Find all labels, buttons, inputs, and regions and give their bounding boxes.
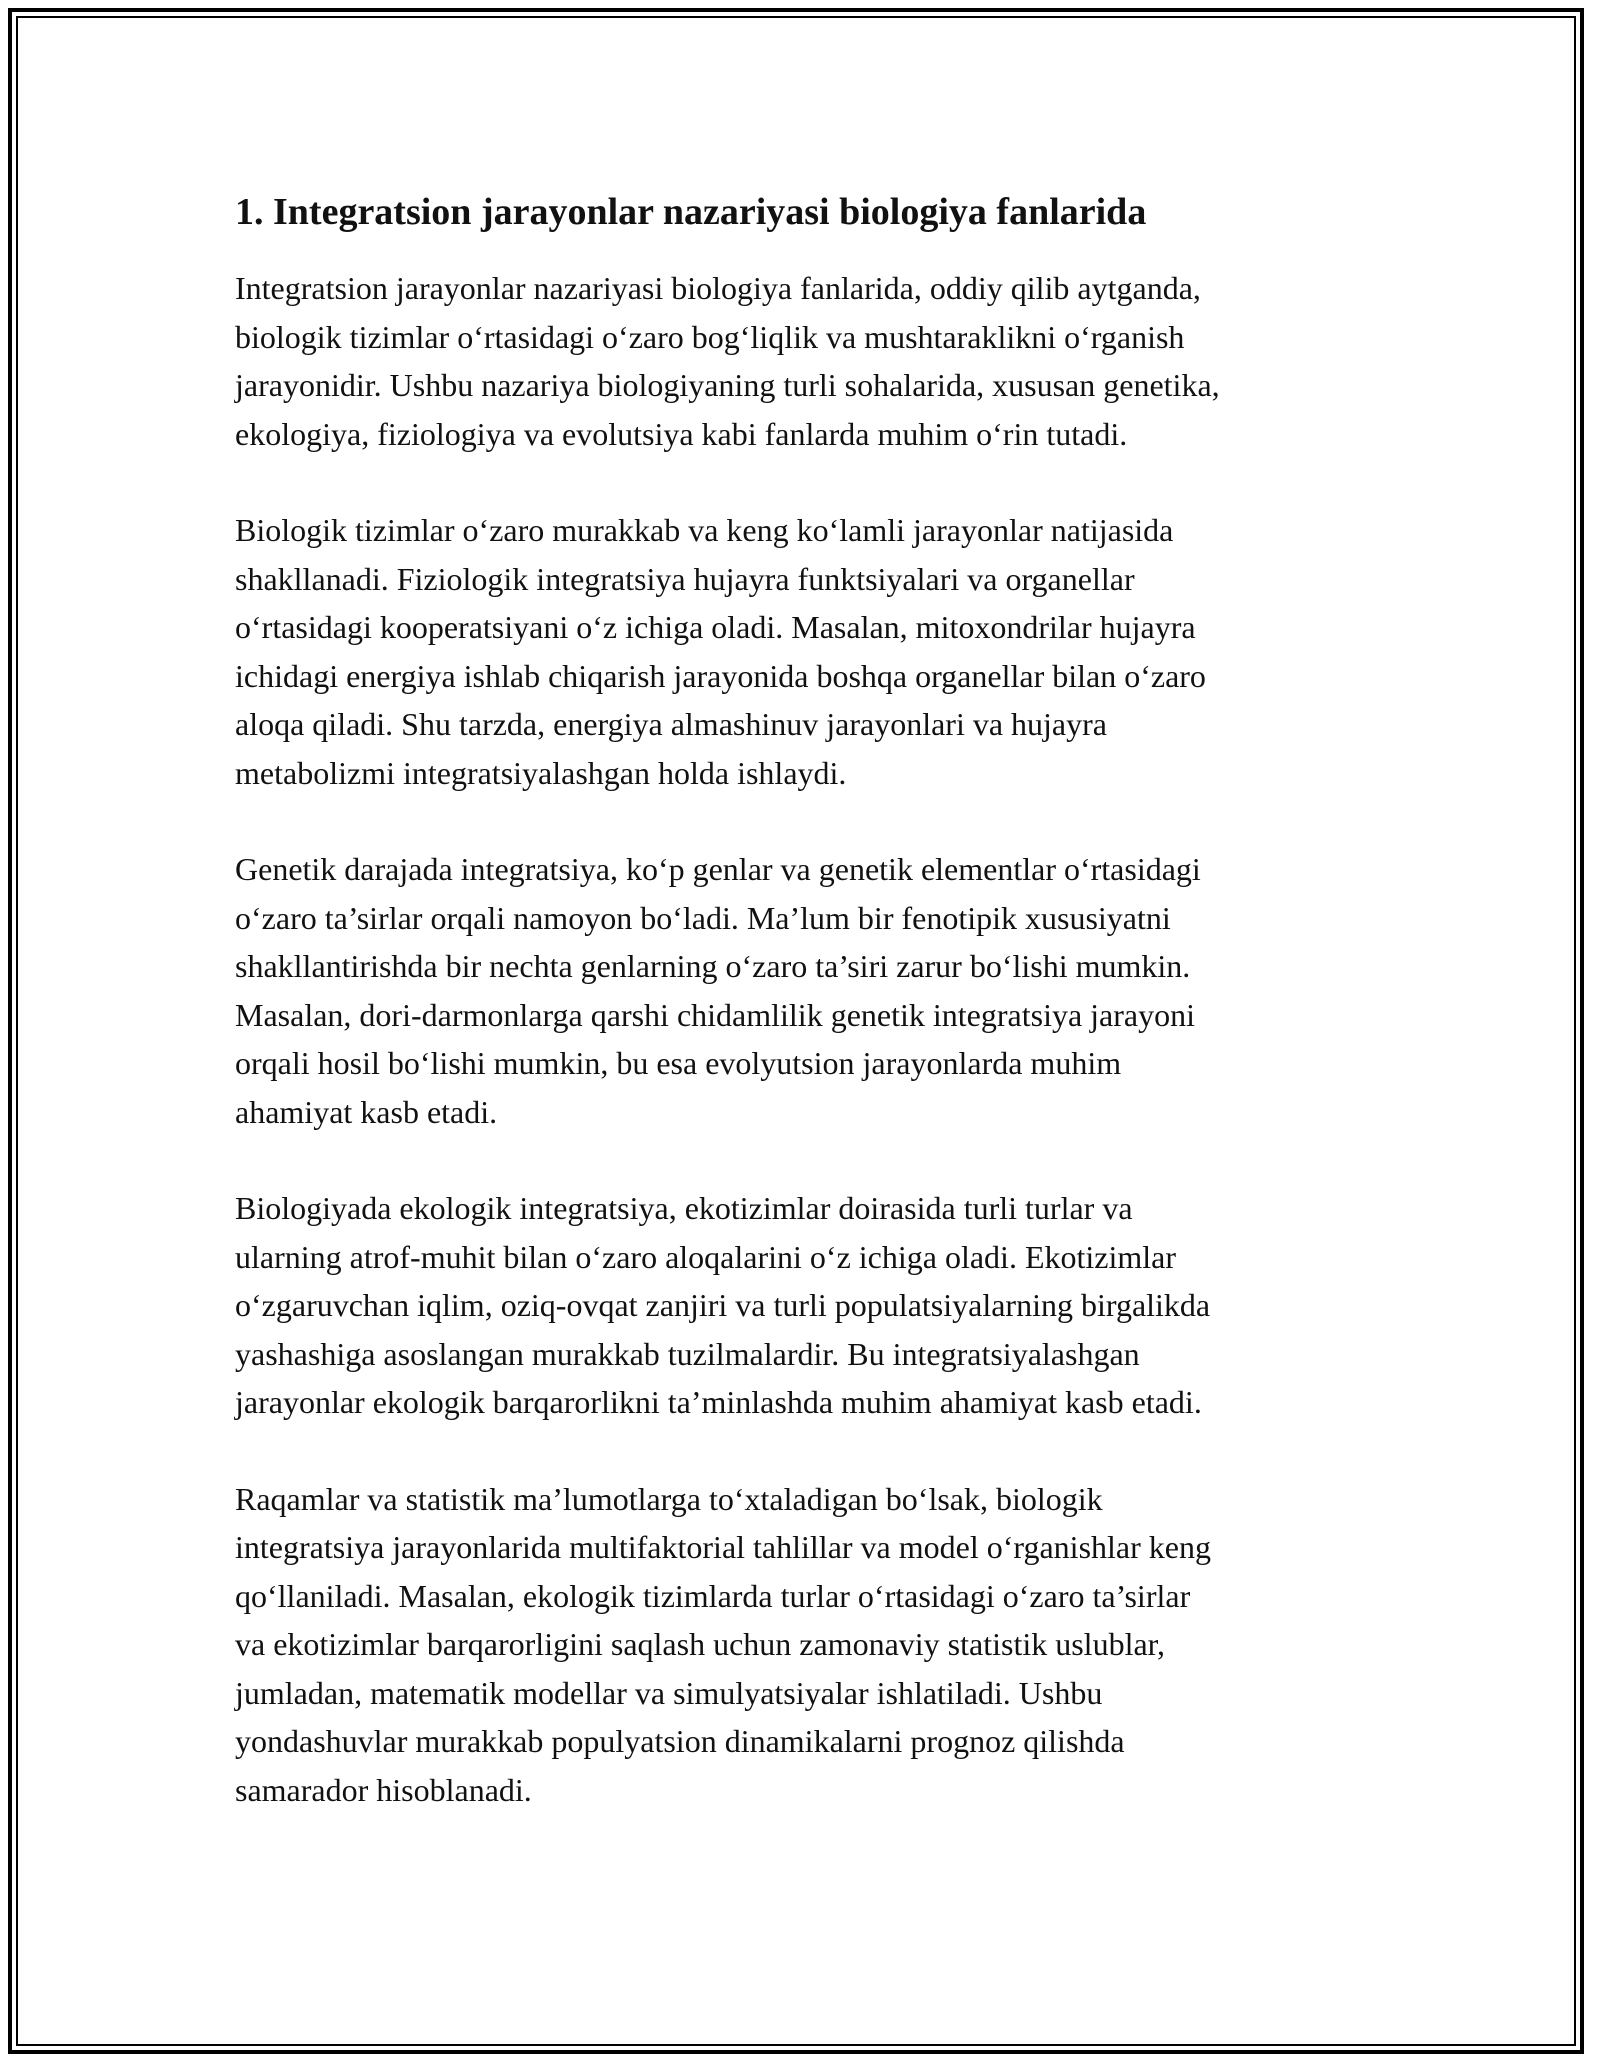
- text-line: ahamiyat kasb etadi.: [235, 1093, 498, 1130]
- text-line: shakllanadi. Fiziologik integratsiya hujayra funktsiyalari va organellar: [235, 560, 1135, 597]
- text-line: Masalan, dori-darmonlarga qarshi chidamlilik genetik integratsiya jarayoni: [235, 996, 1195, 1033]
- text-line: o‘rtasidagi kooperatsiyani o‘z ichiga oladi. Masalan, mitoxondrilar hujayra: [235, 609, 1196, 645]
- text-line: ekologiya, fiziologiya va evolutsiya kabi fanlarda muhim o‘rin tutadi.: [235, 415, 1128, 452]
- document-body: [235, 188, 1375, 1862]
- text-line: ularning atrof-muhit bilan o‘zaro aloqalarini o‘z ichiga oladi. Ekotizimlar: [235, 1238, 1176, 1275]
- text-line: jumladan, matematik modellar va simulyatsiyalar ishlatiladi. Ushbu: [235, 1674, 1103, 1711]
- text-line: biologik tizimlar o‘rtasidagi o‘zaro bog‘liqlik va mushtaraklikni o‘rganish: [235, 318, 1185, 355]
- paragraph-4: [235, 1184, 1375, 1427]
- text-line: Biologik tizimlar o‘zaro murakkab va keng ko‘lamli jarayonlar natijasida: [235, 512, 1174, 548]
- text-line: qo‘llaniladi. Masalan, ekologik tizimlarda turlar o‘rtasidagi o‘zaro ta’sirlar: [235, 1577, 1191, 1614]
- text-line: integratsiya jarayonlarida multifaktorial tahlillar va model o‘rganishlar keng: [235, 1529, 1211, 1565]
- paragraph-5: [235, 1475, 1375, 1815]
- section-heading: 1. Integratsion jarayonlar nazariyasi biologiya fanlarida: [235, 191, 1147, 233]
- text-line: yashashiga asoslangan murakkab tuzilmalardir. Bu integratsiyalashgan: [235, 1335, 1140, 1372]
- text-line: shakllantirishda bir nechta genlarning o‘zaro ta’siri zarur bo‘lishi mumkin.: [235, 948, 1191, 984]
- text-line: aloqa qiladi. Shu tarzda, energiya almashinuv jarayonlari va hujayra: [235, 706, 1107, 742]
- text-line: orqali hosil bo‘lishi mumkin, bu esa evolyutsion jarayonlarda muhim: [235, 1045, 1122, 1081]
- text-line: o‘zgaruvchan iqlim, oziq-ovqat zanjiri va turli populatsiyalarning birgalikda: [235, 1287, 1211, 1323]
- text-line: Biologiyada ekologik integratsiya, ekotizimlar doirasida turli turlar va: [235, 1190, 1133, 1226]
- text-line: jarayonlar ekologik barqarorlikni ta’minlashda muhim ahamiyat kasb etadi.: [235, 1384, 1202, 1420]
- text-line: va ekotizimlar barqarorligini saqlash uchun zamonaviy statistik uslublar,: [235, 1626, 1166, 1662]
- paragraph-2: [235, 506, 1375, 797]
- text-line: yondashuvlar murakkab populyatsion dinamikalarni prognoz qilishda: [235, 1723, 1125, 1759]
- text-line: Genetik darajada integratsiya, ko‘p genlar va genetik elementlar o‘rtasidagi: [235, 851, 1201, 887]
- text-line: Integratsion jarayonlar nazariyasi biologiya fanlarida, oddiy qilib aytganda,: [235, 270, 1201, 306]
- paragraph-1: [235, 264, 1375, 458]
- paragraph-3: [235, 845, 1375, 1136]
- text-line: o‘zaro ta’sirlar orqali namoyon bo‘ladi. Ma’lum bir fenotipik xususiyatni: [235, 899, 1171, 936]
- text-line: Raqamlar va statistik ma’lumotlarga to‘xtaladigan bo‘lsak, biologik: [235, 1480, 1103, 1517]
- text-line: jarayonidir. Ushbu nazariya biologiyaning turli sohalarida, xususan genetika,: [235, 367, 1220, 403]
- text-line: samarador hisoblanadi.: [235, 1771, 532, 1808]
- text-line: metabolizmi integratsiyalashgan holda ishlaydi.: [235, 754, 847, 791]
- text-line: ichidagi energiya ishlab chiqarish jarayonida boshqa organellar bilan o‘zaro: [235, 657, 1206, 694]
